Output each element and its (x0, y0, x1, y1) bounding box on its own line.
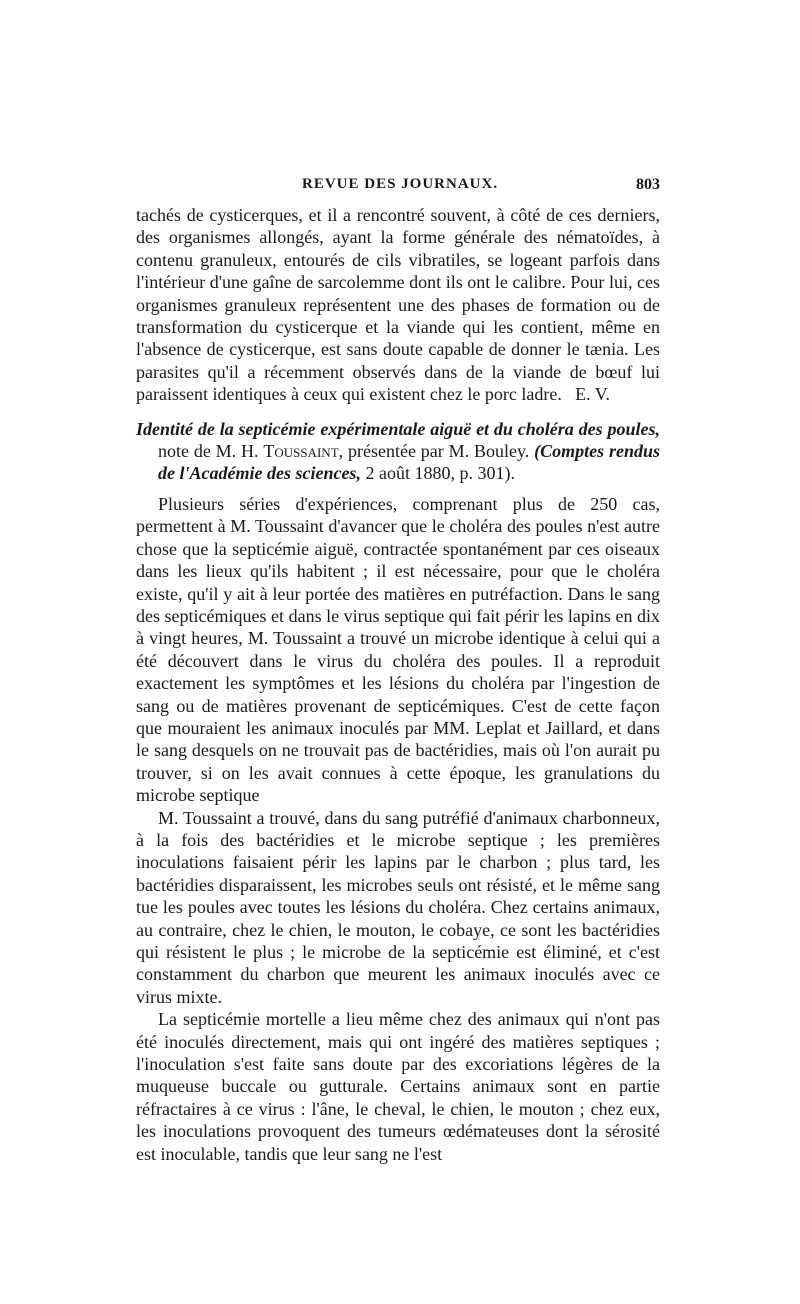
running-title: REVUE DES JOURNAUX. (302, 176, 499, 192)
paragraph: M. Toussaint a trouvé, dans du sang putréfié d'animaux charbonneux, à la fois des bactéridies et le microbe septique ; les premières inoculations faisaient périr les lapins par le charbon ; plus tard, les bactéridies disparaissent, les microbes seuls ont résisté, et le même sang tue les poules avec toutes les lésions du choléra. Chez certains animaux, au contraire, chez le chien, le mouton, le cobaye, ce sont les bactéridies qui résistent le plus ; le microbe de la septicémie est éliminé, et c'est constamment du charbon que meurent les animaux inoculés avec ce virus mixte. (136, 807, 660, 1007)
article-note-prefix: note de M. H. (158, 441, 264, 462)
article-note-suffix: , présentée par M. Bouley. (338, 441, 535, 462)
paragraph: La septicémie mortelle a lieu même chez des animaux qui n'ont pas été inoculés directement, mais qui ont ingéré des matières septiques ; l'inoculation s'est faite sans doute par des excoriations légères de la muqueuse buccale ou gutturale. Certains animaux sont en partie réfractaires à ce virus : l'âne, le cheval, le chien, le mouton ; chez eux, les inoculations provoquent des tumeurs œdémateuses dont la sérosité est inoculable, tandis que leur sang ne l'est (136, 1009, 660, 1164)
paragraph-continuation: tachés de cysticerques, et il a rencontré souvent, à côté de ces derniers, des organismes allongés, ayant la forme générale des nématoïdes, à contenu granuleux, entourés de cils vibratiles, se logeant parfois dans l'intérieur d'une gaîne de sarcolemme dont ils ont le calibre. Pour lui, ces organismes granuleux représentent une des phases de formation ou de transformation du cysticerque et la viande qui les contient, même en l'absence de cysticerque, est sans doute capable de donner le tænia. Les parasites qu'il a récemment observés dans de la viande de bœuf lui paraissent identiques à ceux qui existent chez le porc ladre. (136, 205, 660, 405)
text-block (136, 204, 660, 1165)
paragraph: Plusieurs séries d'expériences, comprenant plus de 250 cas, permettent à M. Toussaint d'avancer que le choléra des poules n'est autre chose que la septicémie aiguë, contractée spontanément par ces oiseaux dans les lieux qu'ils habitent ; il est nécessaire, pour que le choléra existe, qu'il y ait à leur portée des matières en putréfaction. Dans le sang des septicémiques et dans le virus septique qui fait périr les lapins en dix à vingt heures, M. Toussaint a trouvé un microbe identique à celui qui a été découvert dans le virus du choléra des poules. Il a reproduit exactement les symptômes et les lésions du choléra par l'ingestion de sang ou de matières provenant de septicémiques. C'est de cette façon que mouraient les animaux inoculés par MM. Leplat et Jaillard, et dans le sang desquels on ne trouvait pas de bactéridies, mais où l'on aurait pu trouver, si on les avait connues à cette époque, les granulations du microbe septique (136, 493, 660, 806)
page-number: 803 (636, 176, 660, 193)
signature: E. V. (575, 384, 610, 405)
article-title-italic: Identité de la septicémie expérimentale aiguë et du choléra des poules, (136, 418, 660, 439)
article-author: Toussaint (263, 441, 339, 462)
spacer (136, 485, 660, 493)
article-source-italic: (Comptes rendus de l'Académie des sciences, (158, 441, 660, 484)
article-source-suffix: 2 août 1880, p. 301). (360, 463, 515, 484)
running-head (136, 176, 660, 200)
article-title (136, 418, 660, 485)
